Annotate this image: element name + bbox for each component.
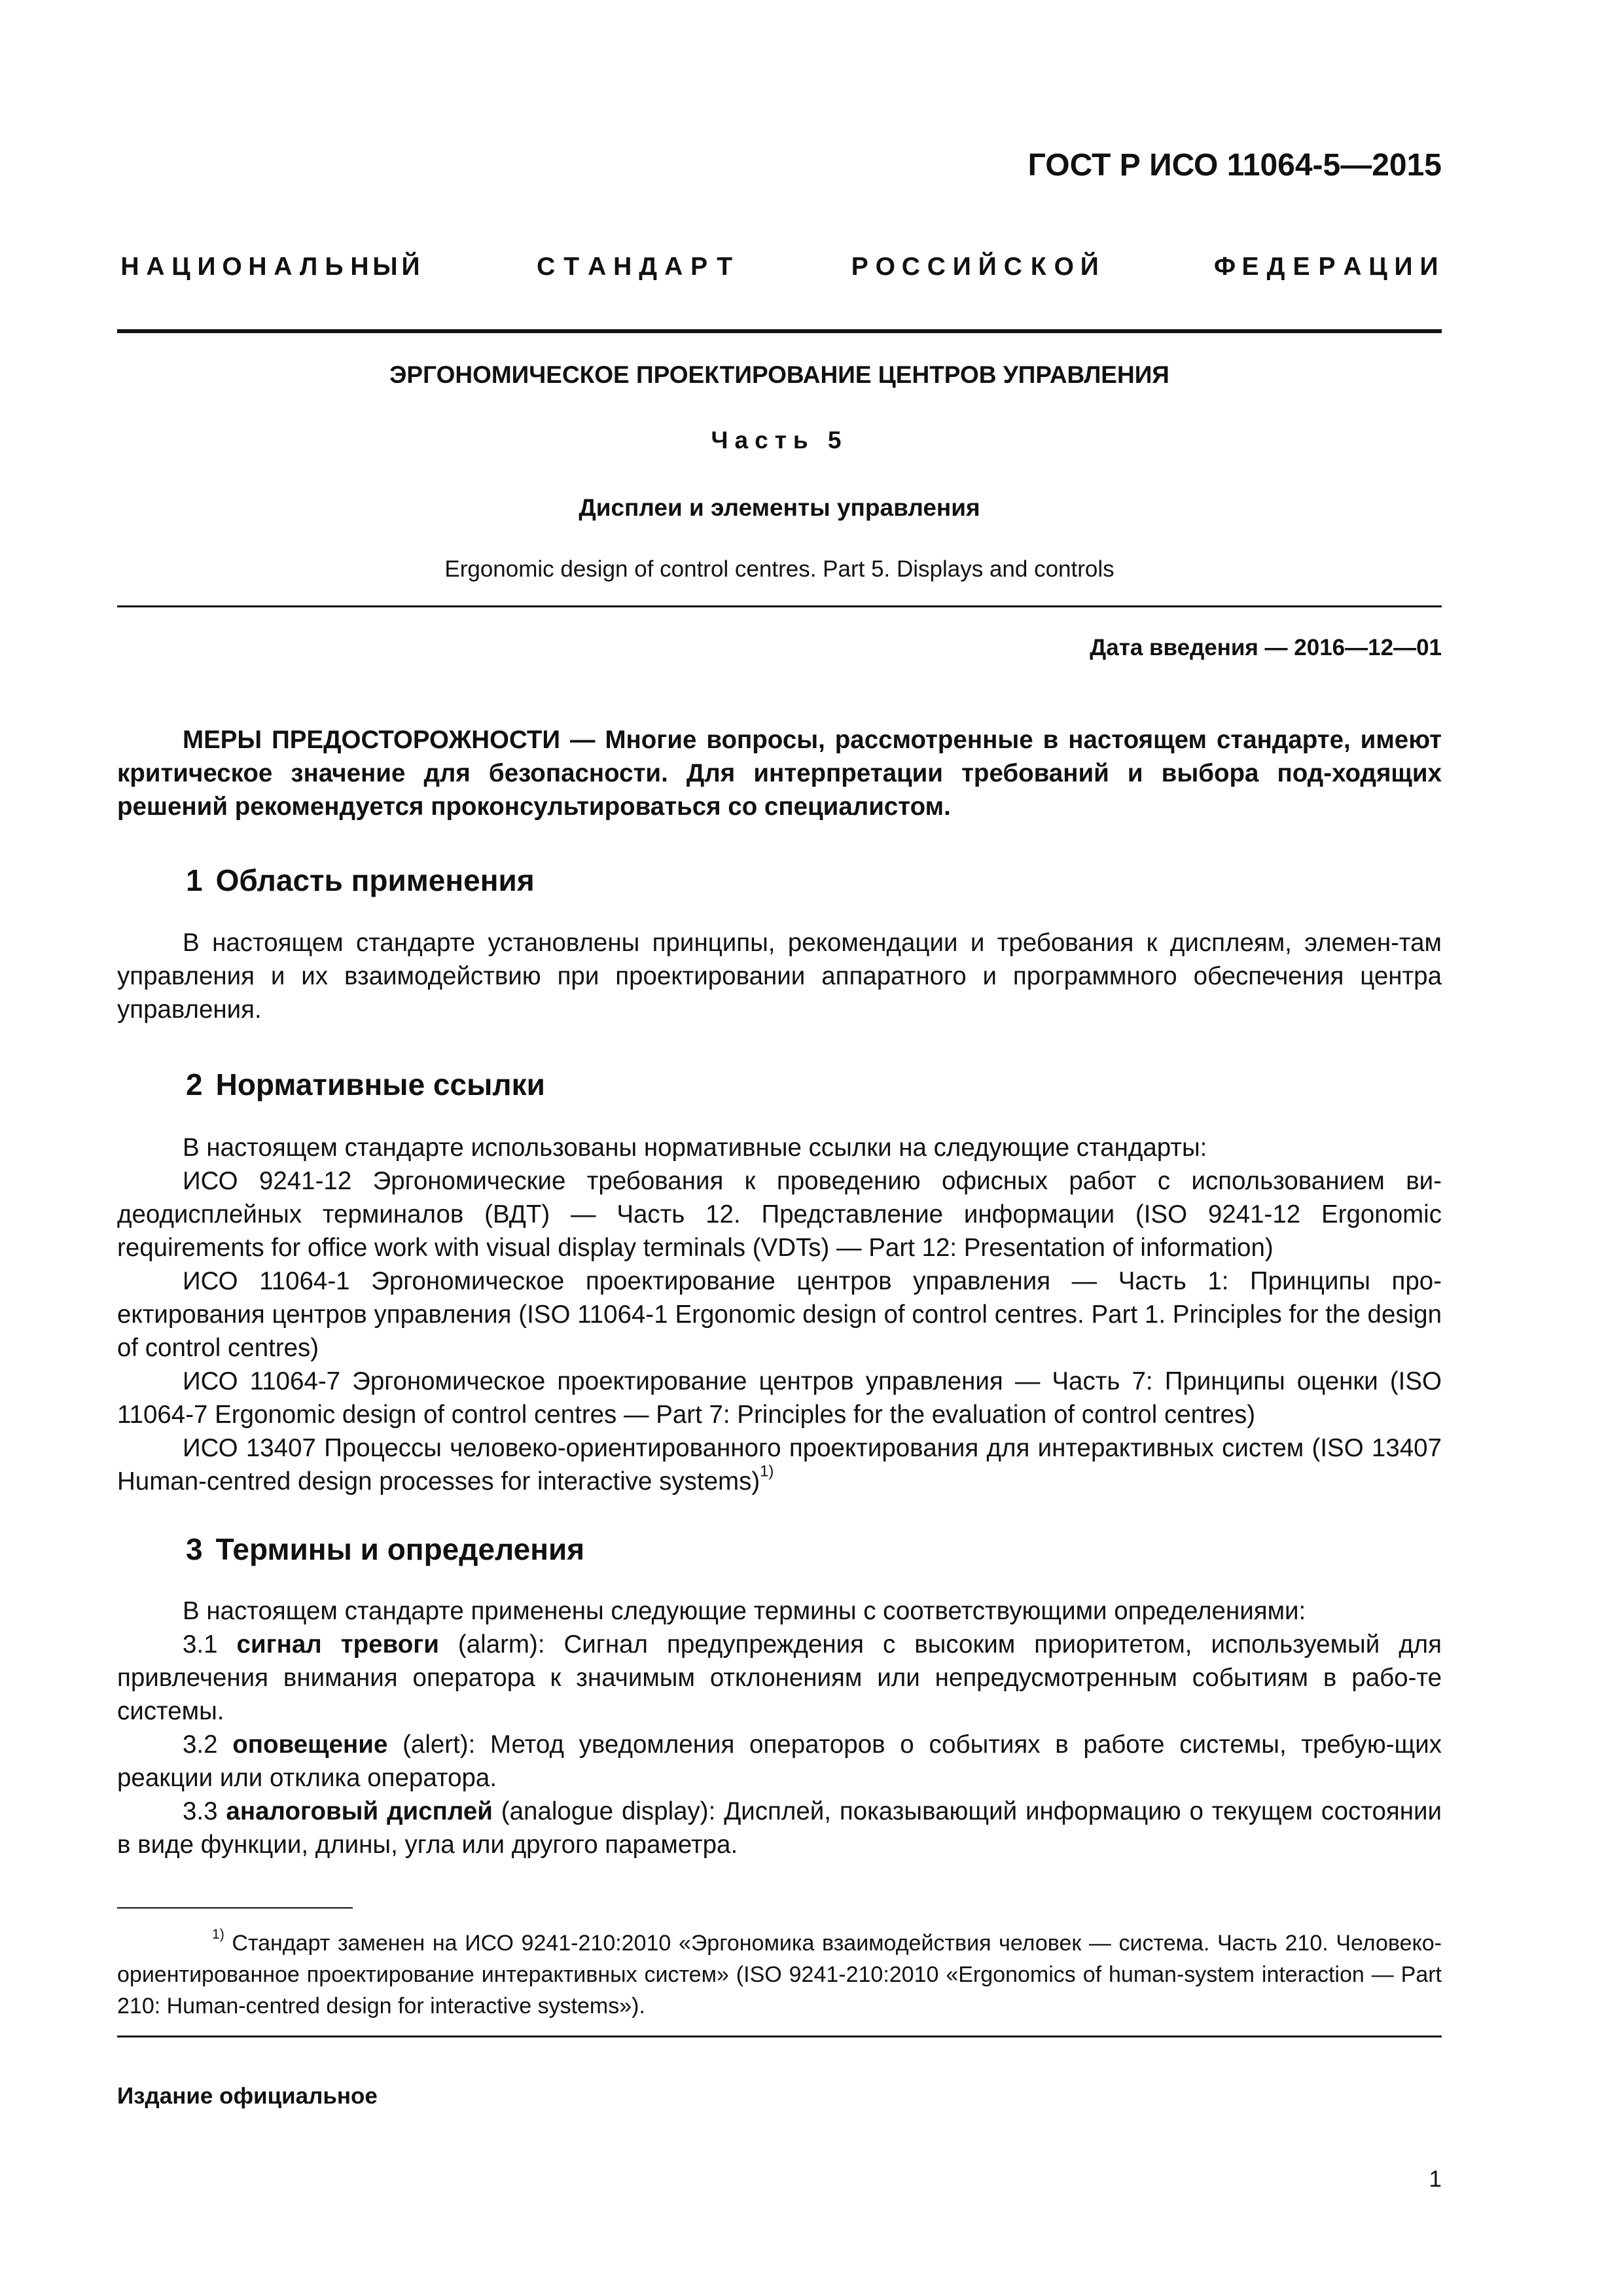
term-number: 3.2 xyxy=(183,1731,218,1759)
footer-rule xyxy=(117,2036,1442,2037)
edition-label: Издание официальное xyxy=(117,2083,378,2109)
footnote-mark: 1) xyxy=(212,1927,224,1943)
reference-item: ИСО 11064-7 Эргономическое проектирование центров управления — Часть 7: Принципы оценки (ISO 11064-7 Ergonomic design of control centres — Part 7: Principles for the evaluation of control centres) xyxy=(117,1367,1442,1429)
page-number: 1 xyxy=(1429,2166,1442,2192)
footnote-separator xyxy=(117,1907,353,1909)
term-number: 3.1 xyxy=(183,1630,218,1659)
document-subtitle: Дисплеи и элементы управления xyxy=(579,494,980,521)
precautions-paragraph xyxy=(117,723,1442,823)
term-definition xyxy=(117,1628,1442,1728)
section-2-heading xyxy=(186,1067,545,1102)
term-text: (alarm): Сигнал предупреждения с высоким приоритетом, используемый для привлечения внимания оператора к значимым отклонениям или непредусмотренным событиям в рабо-те системы. xyxy=(117,1630,1442,1725)
section-number: 3 xyxy=(186,1532,203,1566)
footnote-reference[interactable]: 1) xyxy=(760,1462,774,1480)
section-2-body xyxy=(117,1131,1442,1498)
english-title: Ergonomic design of control centres. Part 5. Displays and controls xyxy=(444,556,1115,582)
paragraph: В настоящем стандарте применены следующие термины с соответствующими определениями: xyxy=(183,1597,1306,1625)
section-number: 1 xyxy=(186,863,203,897)
national-standard-heading xyxy=(117,247,1442,287)
reference-item: ИСО 9241-12 Эргономические требования к проведению офисных работ с использованием ви-деодисплейных терминалов (ВДТ) — Часть 12. Представление информации (ISO 9241-12 Ergonomic requirements for office work with visual display terminals (VDTs) — Part 12: Presentation of information) xyxy=(117,1167,1442,1262)
reference-item xyxy=(117,1431,1442,1498)
section-3-body xyxy=(117,1594,1442,1861)
document-title: ЭРГОНОМИЧЕСКОЕ ПРОЕКТИРОВАНИЕ ЦЕНТРОВ УПРАВЛЕНИЯ xyxy=(389,361,1169,388)
footnote-text xyxy=(117,1928,1442,2022)
term-name: сигнал тревоги xyxy=(236,1630,439,1659)
standard-number: ГОСТ Р ИСО 11064-5—2015 xyxy=(1027,148,1442,183)
paragraph: В настоящем стандарте использованы нормативные ссылки на следующие стандарты: xyxy=(183,1134,1207,1162)
part-label: Часть 5 xyxy=(711,427,848,454)
footnote xyxy=(117,1928,1442,2022)
paragraph: В настоящем стандарте установлены принципы, рекомендации и требования к дисплеям, элемен-там управления и их взаимодействию при проектировании аппаратного и программного обеспечения центра управления. xyxy=(117,929,1442,1024)
header-rule xyxy=(117,329,1442,333)
reference-text: ИСО 13407 Процессы человеко-ориентированного проектирования для интерактивных систем (ISO 13407 Human-centred design processes for interactive systems) xyxy=(117,1434,1442,1496)
title-rule xyxy=(117,605,1442,607)
section-number: 2 xyxy=(186,1067,203,1102)
precautions-text: МЕРЫ ПРЕДОСТОРОЖНОСТИ — Многие вопросы, рассмотренные в настоящем стандарте, имеют критическое значение для безопасности. Для интерпретации требований и выбора под-ходящих решений рекомендуется проконсультироваться со специалистом. xyxy=(117,726,1442,821)
section-title: Термины и определения xyxy=(215,1532,585,1566)
term-text: (alert): Метод уведомления операторов о событиях в работе системы, требую-щих реакции или отклика оператора. xyxy=(117,1731,1442,1792)
section-title: Нормативные ссылки xyxy=(215,1067,545,1102)
term-name: оповещение xyxy=(232,1731,388,1759)
national-word: Р О С С И Й С К О Й xyxy=(851,253,1099,281)
section-3-heading xyxy=(186,1532,584,1567)
national-word: С Т А Н Д А Р Т xyxy=(537,253,733,281)
term-definition xyxy=(117,1795,1442,1861)
section-1-heading xyxy=(186,863,535,898)
term-definition xyxy=(117,1728,1442,1795)
term-number: 3.3 xyxy=(183,1797,218,1825)
section-title: Область применения xyxy=(215,863,535,897)
term-name: аналоговый дисплей xyxy=(226,1797,493,1825)
section-1-body xyxy=(117,926,1442,1026)
reference-item: ИСО 11064-1 Эргономическое проектирование центров управления — Часть 1: Принципы про-ектирования центров управления (ISO 11064-1 Ergonomic design of control centres. Part 1. Principles for the design of control centres) xyxy=(117,1267,1442,1362)
footnote-body: Стандарт заменен на ИСО 9241-210:2010 «Эргономика взаимодействия человек — система. Часть 210. Человеко-ориентированное проектирование интерактивных систем» (ISO 9241-210:2010 «Ergonomics of human-system interaction — Part 210: Human-centred design for interactive systems»). xyxy=(117,1931,1442,2018)
national-word: Ф Е Д Е Р А Ц И И xyxy=(1213,253,1438,281)
term-text: (analogue display): Дисплей, показывающий информацию о текущем состоянии в виде функции, длины, угла или другого параметра. xyxy=(117,1797,1442,1859)
introduction-date: Дата введения — 2016—12—01 xyxy=(1090,635,1442,660)
national-word: Н А Ц И О Н А Л Ь Н Ы Й xyxy=(120,253,420,281)
